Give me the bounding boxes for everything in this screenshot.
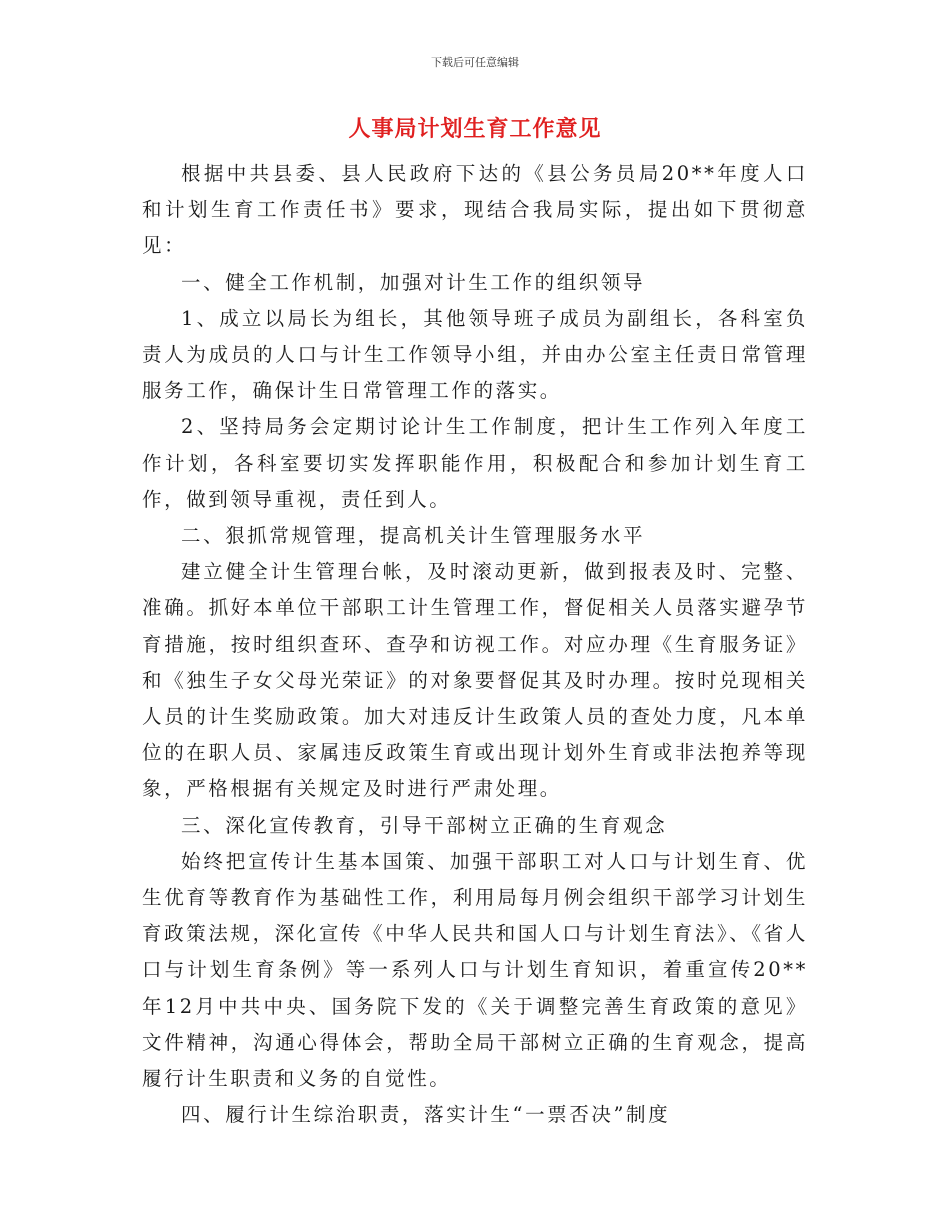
section-heading-4: 四、履行计生综治职责，落实计生“一票否决”制度 <box>181 1103 671 1127</box>
paragraph-management: 建立健全计生管理台帐，及时滚动更新，做到报表及时、完整、准确。抓好本单位干部职工计生管理工作，督促相关人员落实避孕节育措施，按时组织查环、查孕和访视工作。对应办理《生育服务证》和《独生子女父母光荣证》的对象要督促其及时办理。按时兑现相关人员的计生奖励政策。加大对违反计生政策人员的查处力度，凡本单位的在职人员、家属违反政策生育或出现计划外生育或非法抱养等现象，严格根据有关规定及时进行严肃处理。 <box>142 560 808 801</box>
paragraph-item-1: 1、成立以局长为组长，其他领导班子成员为副组长，各科室负责人为成员的人口与计生工作领导小组，并由办公室主任责日常管理服务工作，确保计生日常管理工作的落实。 <box>142 306 808 403</box>
section-heading-1: 一、健全工作机制，加强对计生工作的组织领导 <box>181 270 646 294</box>
paragraph-intro: 根据中共县委、县人民政府下达的《县公务员局20**年度人口和计划生育工作责任书》要求，现结合我局实际，提出如下贯彻意见： <box>142 162 808 258</box>
section-heading-3: 三、深化宣传教育，引导干部树立正确的生育观念 <box>181 813 668 837</box>
paragraph-education: 始终把宣传计生基本国策、加强干部职工对人口与计划生育、优生优育等教育作为基础性工作，利用局每月例会组织干部学习计划生育政策法规，深化宣传《中华人民共和国人口与计划生育法》、《省人口与计划生育条例》等一系列人口与计划生育知识，着重宣传20**年12月中共中央、国务院下发的《关于调整完善生育政策的意见》文件精神，沟通心得体会，帮助全局干部树立正确的生育观念，提高履行计生职责和义务的自觉性。 <box>142 849 808 1091</box>
section-heading-2: 二、狠抓常规管理，提高机关计生管理服务水平 <box>181 524 646 548</box>
document-title: 人事局计划生育工作意见 <box>348 117 602 142</box>
paragraph-item-2: 2、坚持局务会定期讨论计生工作制度，把计生工作列入年度工作计划，各科室要切实发挥职能作用，积极配合和参加计划生育工作，做到领导重视，责任到人。 <box>142 415 808 511</box>
header-note: 下载后可任意编辑 <box>431 56 519 69</box>
document-body <box>142 156 808 1133</box>
